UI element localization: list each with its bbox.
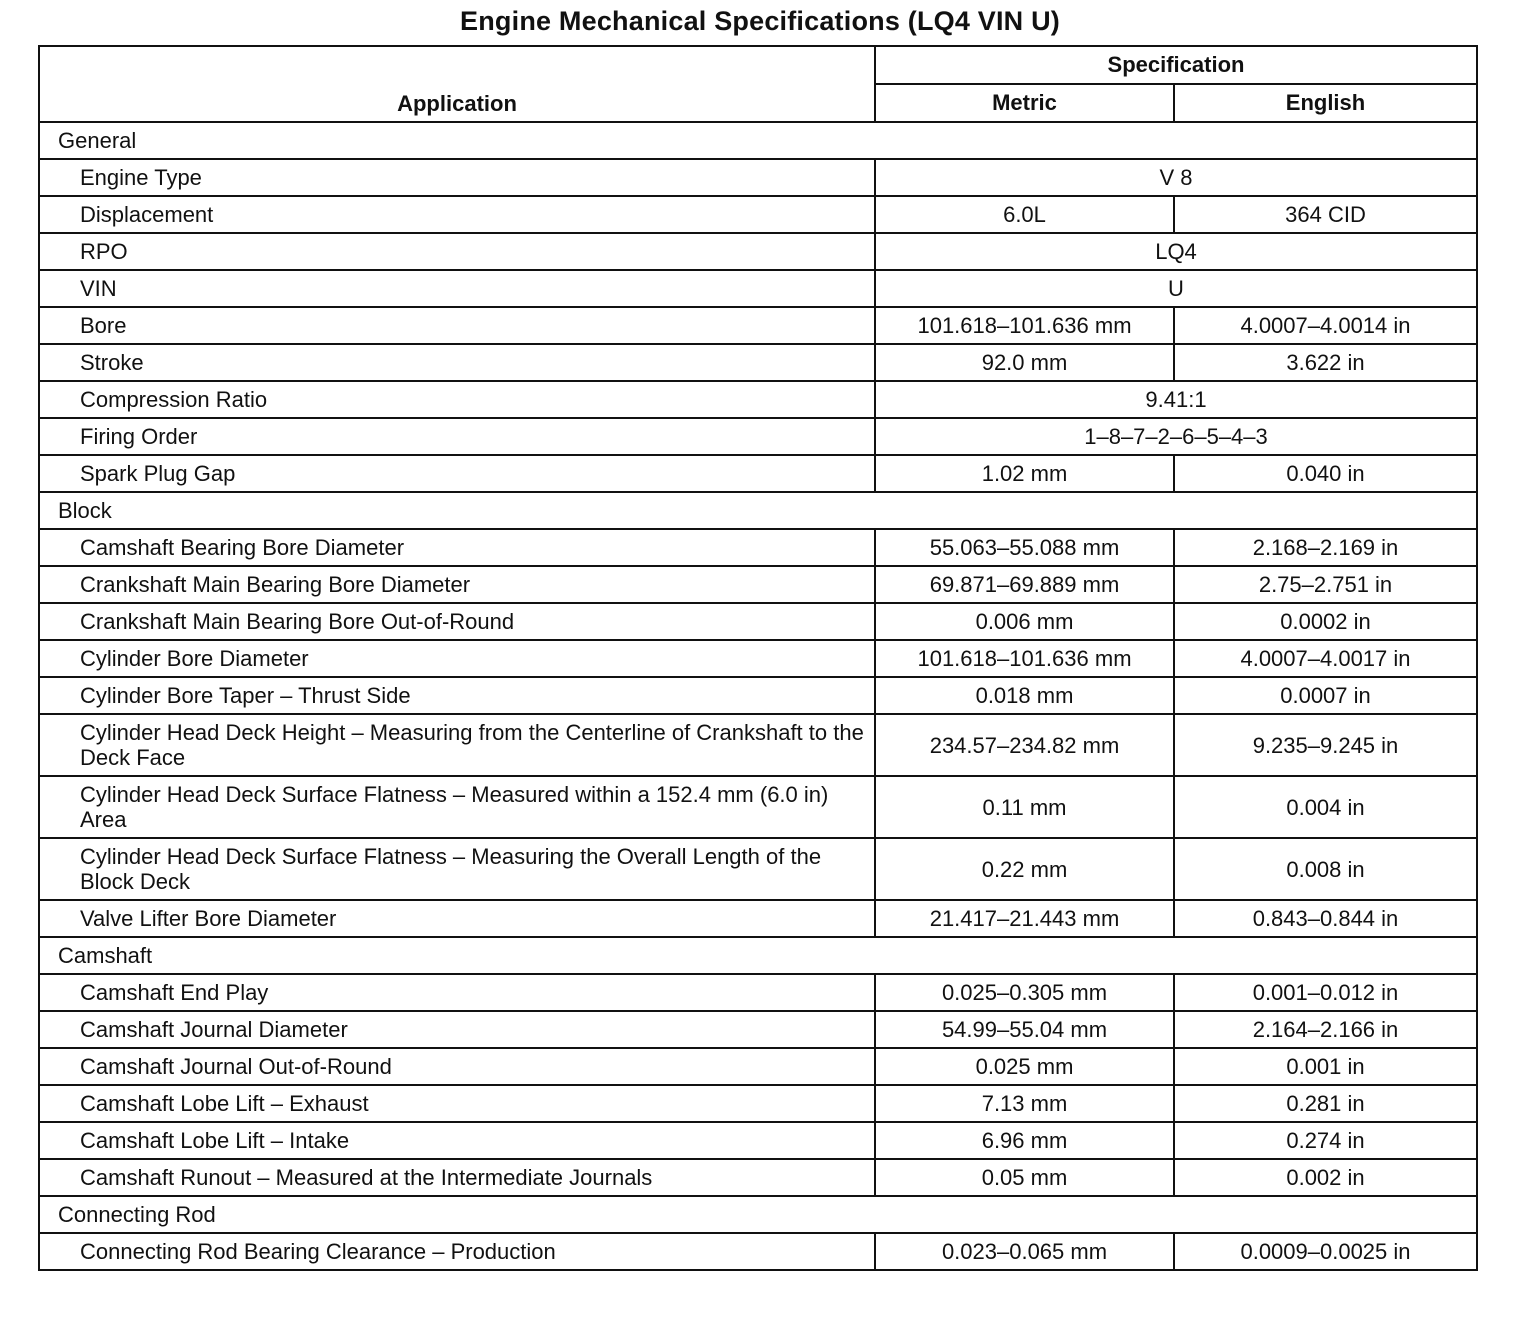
spec-label: Cylinder Head Deck Height – Measuring from the Centerline of Crankshaft to the Deck Face [39, 714, 875, 776]
english-value: 0.0007 in [1174, 677, 1477, 714]
table-row [39, 233, 1477, 270]
spec-label: Connecting Rod Bearing Clearance – Production [39, 1233, 875, 1270]
section-row [39, 1196, 1477, 1233]
spec-label: Camshaft Lobe Lift – Intake [39, 1122, 875, 1159]
metric-value: 69.871–69.889 mm [875, 566, 1174, 603]
section-heading: Block [39, 492, 1477, 529]
table-row [39, 603, 1477, 640]
english-value: 0.0002 in [1174, 603, 1477, 640]
spec-label: Cylinder Head Deck Surface Flatness – Measuring the Overall Length of the Block Deck [39, 838, 875, 900]
metric-value: 0.05 mm [875, 1159, 1174, 1196]
spec-value: 1–8–7–2–6–5–4–3 [875, 418, 1477, 455]
english-value: 2.168–2.169 in [1174, 529, 1477, 566]
metric-value: 101.618–101.636 mm [875, 307, 1174, 344]
spec-label: Cylinder Bore Taper – Thrust Side [39, 677, 875, 714]
spec-label: Compression Ratio [39, 381, 875, 418]
english-value: 4.0007–4.0014 in [1174, 307, 1477, 344]
metric-value: 6.96 mm [875, 1122, 1174, 1159]
spec-label: Crankshaft Main Bearing Bore Out-of-Round [39, 603, 875, 640]
english-value: 2.75–2.751 in [1174, 566, 1477, 603]
table-row [39, 714, 1477, 776]
english-value: 0.001 in [1174, 1048, 1477, 1085]
table-row [39, 900, 1477, 937]
spec-label: Crankshaft Main Bearing Bore Diameter [39, 566, 875, 603]
table-row [39, 307, 1477, 344]
column-header-metric: Metric [875, 84, 1174, 122]
spec-value: LQ4 [875, 233, 1477, 270]
table-row [39, 1011, 1477, 1048]
spec-label: RPO [39, 233, 875, 270]
metric-value: 101.618–101.636 mm [875, 640, 1174, 677]
spec-label: Cylinder Head Deck Surface Flatness – Measured within a 152.4 mm (6.0 in) Area [39, 776, 875, 838]
spec-label: Cylinder Bore Diameter [39, 640, 875, 677]
table-body [39, 122, 1477, 1270]
table-row [39, 1085, 1477, 1122]
spec-label: Displacement [39, 196, 875, 233]
english-value: 2.164–2.166 in [1174, 1011, 1477, 1048]
specifications-table [38, 45, 1478, 1271]
spec-label: Engine Type [39, 159, 875, 196]
english-value: 0.281 in [1174, 1085, 1477, 1122]
section-row [39, 492, 1477, 529]
english-value: 364 CID [1174, 196, 1477, 233]
english-value: 0.002 in [1174, 1159, 1477, 1196]
table-row [39, 974, 1477, 1011]
table-row [39, 344, 1477, 381]
table-row [39, 677, 1477, 714]
english-value: 4.0007–4.0017 in [1174, 640, 1477, 677]
section-heading: General [39, 122, 1477, 159]
spec-value: U [875, 270, 1477, 307]
metric-value: 55.063–55.088 mm [875, 529, 1174, 566]
table-row [39, 838, 1477, 900]
english-value: 3.622 in [1174, 344, 1477, 381]
spec-label: Spark Plug Gap [39, 455, 875, 492]
english-value: 0.004 in [1174, 776, 1477, 838]
english-value: 9.235–9.245 in [1174, 714, 1477, 776]
metric-value: 0.22 mm [875, 838, 1174, 900]
table-row [39, 529, 1477, 566]
column-header-specification: Specification [875, 46, 1477, 84]
metric-value: 7.13 mm [875, 1085, 1174, 1122]
english-value: 0.040 in [1174, 455, 1477, 492]
table-row [39, 640, 1477, 677]
header-row [39, 46, 1477, 84]
page-title: Engine Mechanical Specifications (LQ4 VIN U) [460, 6, 1060, 36]
section-row [39, 122, 1477, 159]
table-row [39, 776, 1477, 838]
spec-label: Bore [39, 307, 875, 344]
table-row [39, 381, 1477, 418]
spec-label: Stroke [39, 344, 875, 381]
metric-value: 0.018 mm [875, 677, 1174, 714]
table-row [39, 1048, 1477, 1085]
table-row [39, 196, 1477, 233]
spec-label: Camshaft Bearing Bore Diameter [39, 529, 875, 566]
spec-label: Camshaft End Play [39, 974, 875, 1011]
column-header-english: English [1174, 84, 1477, 122]
column-header-application: Application [39, 46, 875, 122]
metric-value: 21.417–21.443 mm [875, 900, 1174, 937]
spec-label: Firing Order [39, 418, 875, 455]
table-row [39, 1159, 1477, 1196]
spec-label: Camshaft Lobe Lift – Exhaust [39, 1085, 875, 1122]
section-row [39, 937, 1477, 974]
table-row [39, 159, 1477, 196]
metric-value: 0.025–0.305 mm [875, 974, 1174, 1011]
spec-label: Camshaft Journal Diameter [39, 1011, 875, 1048]
english-value: 0.008 in [1174, 838, 1477, 900]
spec-label: Valve Lifter Bore Diameter [39, 900, 875, 937]
table-row [39, 1122, 1477, 1159]
english-value: 0.843–0.844 in [1174, 900, 1477, 937]
metric-value: 0.025 mm [875, 1048, 1174, 1085]
table-row [39, 418, 1477, 455]
metric-value: 6.0L [875, 196, 1174, 233]
metric-value: 234.57–234.82 mm [875, 714, 1174, 776]
table-row [39, 270, 1477, 307]
section-heading: Camshaft [39, 937, 1477, 974]
metric-value: 54.99–55.04 mm [875, 1011, 1174, 1048]
metric-value: 0.11 mm [875, 776, 1174, 838]
spec-label: VIN [39, 270, 875, 307]
metric-value: 0.023–0.065 mm [875, 1233, 1174, 1270]
spec-label: Camshaft Runout – Measured at the Intermediate Journals [39, 1159, 875, 1196]
spec-value: V 8 [875, 159, 1477, 196]
table-row [39, 455, 1477, 492]
table-row [39, 566, 1477, 603]
spec-label: Camshaft Journal Out-of-Round [39, 1048, 875, 1085]
metric-value: 1.02 mm [875, 455, 1174, 492]
metric-value: 92.0 mm [875, 344, 1174, 381]
section-heading: Connecting Rod [39, 1196, 1477, 1233]
table-row [39, 1233, 1477, 1270]
english-value: 0.274 in [1174, 1122, 1477, 1159]
english-value: 0.001–0.012 in [1174, 974, 1477, 1011]
metric-value: 0.006 mm [875, 603, 1174, 640]
english-value: 0.0009–0.0025 in [1174, 1233, 1477, 1270]
spec-value: 9.41:1 [875, 381, 1477, 418]
